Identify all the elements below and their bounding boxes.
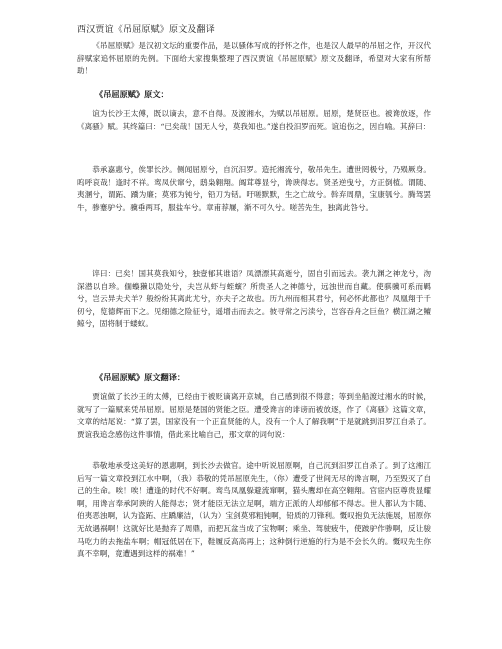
heading-translation: 《吊屈原赋》原文翻译： [95, 372, 186, 382]
intro-paragraph: 《吊屈原赋》是汉初文坛的重要作品，是以骚体写成的抒怀之作，也是汉人最早的吊屈之作，开汉代辞赋家追怀屈原的先例。下面给大家搜集整理了西汉贾谊《吊屈原赋》原文及翻译，希望对大家有所帮助！ [77, 41, 431, 76]
original-paragraph-3: 谇曰：已矣！国其莫我知兮，独壹郁其谁语？凤漂漂其高逝兮，固自引而远去。袭九渊之神龙兮，沕深潜以自珍。偭蟂獭以隐处兮，夫岂从虾与蛭螾？所贵圣人之神德兮，远浊世而自藏。使骐骥可系而羁兮，岂云异夫犬羊？般纷纷其离此尤兮，亦夫子之故也。历九州而相其君兮，何必怀此都也？凤凰翔于千仞兮，览德辉而下之。见细德之险征兮，遥增击而去之。彼寻常之污渎兮，岂容吞舟之巨鱼？横江湖之鳣鲸兮，固将制于蝼蚁。 [77, 269, 431, 329]
heading-original: 《吊屈原赋》原文： [95, 89, 169, 99]
original-paragraph-1: 谊为长沙王太傅，既以谪去，意不自得。及渡湘水，为赋以吊屈原。屈原，楚贤臣也。被谗放逐，作《离骚》赋。其终篇曰：“已矣哉！国无人兮，莫我知也。”遂自投汨罗而死。谊追伤之，因自喻。其辞曰： [77, 109, 431, 131]
document-title: 西汉贾谊《吊屈原赋》原文及翻译 [77, 25, 216, 35]
original-paragraph-2: 恭承嘉惠兮，俟罪长沙。侧闻屈原兮，自沉汨罗。造托湘流兮，敬吊先生。遭世罔极兮，乃殒厥身。呜呼哀哉！逢时不祥。鸾凤伏窜兮，鸱枭翱翔。阘茸尊显兮，谗谀得志。贤圣逆曳兮，方正倒植。谓随、夷溷兮，谓跖、蹻为廉；莫邪为钝兮，铅刀为铦。吁嗟默默，生之亡故兮。斡弃周鼎，宝康瓠兮。腾驾罢牛，骖蹇驴兮。骥垂两耳，服盐车兮。章甫荐屦，渐不可久兮。嗟苦先生，独离此咎兮。 [77, 165, 431, 212]
translation-paragraph-1: 贾谊做了长沙王的太傅，已经由于被贬谪离开京城，自己感到很不得意；等到坐船渡过湘水的时候，就写了一篇赋来凭吊屈原。屈原是楚国的贤能之臣。遭受谗言的诽谤而被放逐，作了《离骚》这篇文章，文章的结尾说：“算了罢，国家没有一个正直贤能的人，没有一个人了解我啊”于是就跳到汨罗江自杀了。贾谊我追念感伤这件事情，借此来比喻自己，那文章的词句说： [77, 392, 431, 439]
translation-paragraph-2: 恭敬地承受这美好的恩惠啊，到长沙去做官。途中听说屈原啊，自己沉到汨罗江自杀了。到了这湘江后写一篇文章投到江水中啊，（我）恭敬的凭吊屈原先生，（你）遭受了世间无尽的谗言啊，乃至毁灭了自己的生命。唉！唉！遭逢的时代不好啊。鸾鸟凤凰躲避流窜啊，猫头鹰却在高空翱翔。官宦内臣尊贵显耀啊，用谗言奉承阿谀的人能得志；贤才能臣无法立足啊，端方正派的人却郁郁不得志。世人都认为卞随、伯夷恶浊啊，认为盗跖、庄蹻廉洁，（认为）宝剑莫邪粗钝啊，铅质的刀锋利。慨叹抱负无法施展，屈原你无故遇祸啊！这就好比是抛弃了周鼎，而把瓦盆当成了宝物啊；乘坐、驾驶疲牛，使跛驴作骖啊，反让骏马吃力的去拖盐车啊；帽冠低居在下，鞋履反高高再上；这种倒行逆施的行为是不会长久的。慨叹先生你真不幸啊，竟遭遇到这样的祸难！” [77, 461, 431, 559]
